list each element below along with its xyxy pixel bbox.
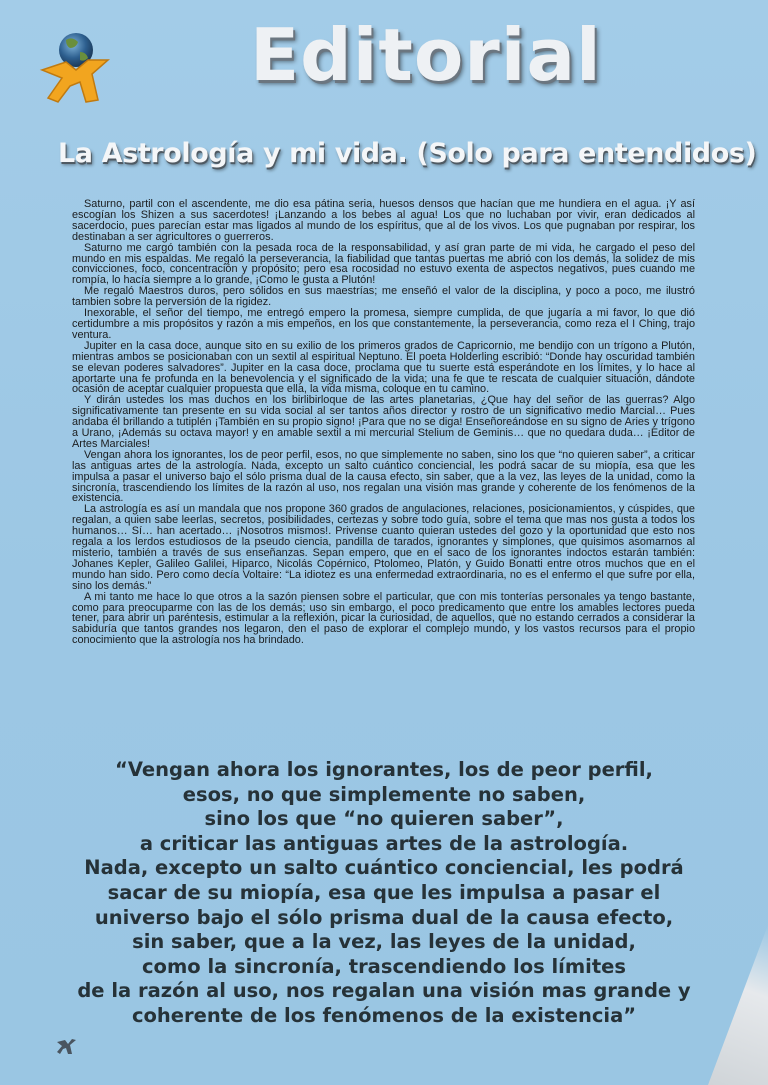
article-paragraph: Y dirán ustedes los mas duchos en los birlibirloque de las artes planetarias, ¿Que hay del señor de las guerras? Algo significativamente tan presente en su vida social al ser tantos años director y rostro de un significativo medio Marcial… Pues andaba él brillando a tutiplén ¡También en su propio signo! ¡Para que no se diga! Enseñoreándose en su signo de Aries y trígono a Urano, ¡Además su octava mayor! y en amable sextil a mi mercurial Stelium de Geminis… que no quedara duda… ¡Editor de Artes Marciales! <box>72 394 695 450</box>
figure-mark-icon <box>55 1036 77 1056</box>
article-paragraph: La astrología es así un mandala que nos propone 360 grados de angulaciones, relaciones, posicionamientos, y cúspides, que regalan, a quien sabe leerlas, secretos, posibilidades, certezas y sobre todo guía, sobre el tema que mas nos gusta a todos los humanos… Sí… han acertado… ¡Nosotros mismos!. Privense cuanto quieran ustedes del gozo y la oportunidad que esto nos regala a los lerdos estudiosos de la pseudo ciencia, pandilla de tarados, ignorantes y simplones, que quisimos asomarnos al misterio, también a través de sus enseñanzas. Sepan empero, que en el saco de los ignorantes indoctos estarán también: Johanes Kepler, Galileo Galilei, Hiparco, Nicolás Copérnico, Ptolomeo, Platón, y Guido Bonatti entre otros muchos que en el mundo han sido. Pero como decía Voltaire: “La idiotez es una enfermedad extraordinaria, no es el enfermo el que sufre por ella, sino los demás.” <box>72 503 695 592</box>
pull-quote-line: como la sincronía, trascendiendo los límites <box>141 954 627 978</box>
pull-quote-line: a criticar las antiguas artes de la astrología. <box>139 831 629 855</box>
article-body <box>72 199 695 646</box>
article-headline: La Astrología y mi vida. (Solo para entendidos) <box>58 138 757 169</box>
article-paragraph: Inexorable, el señor del tiempo, me entregó empero la promesa, siempre cumplida, de que jugaría a mi favor, lo que dió certidumbre a mis propósitos y razón a mis empeños, en los que constantemente, la perseverancia, como reza el I Ching, trajo ventura. <box>72 307 695 341</box>
pull-quote-line: sacar de su miopía, esa que les impulsa a pasar el <box>107 880 661 904</box>
pull-quote-line: universo bajo el sólo prisma dual de la causa efecto, <box>94 905 674 929</box>
article-paragraph: Jupiter en la casa doce, aunque sito en su exilio de los primeros grados de Capricornio, me bendijo con un trígono a Plutón, mientras ambos se posicionaban con un sextil al espiritual Neptuno. El poeta Holderling escribió: “Donde hay oscuridad también se elevan poderes salvadores”. Jupiter en la casa doce, proclama que tu suerte está esperándote en los límites, y lo hace al aportarte una fe profunda en la benevolencia y el significado de la vida; una fe que te rescata de cualquier situación, dándote ocasión de aceptar cualquier propuesta que ella, la vida misma, coloque en tu camino. <box>72 339 695 396</box>
pull-quote-line: Nada, excepto un salto cuántico conciencial, les podrá <box>84 856 684 880</box>
pull-quote-line: esos, no que simplemente no saben, <box>182 782 586 806</box>
pull-quote-line: de la razón al uso, nos regalan una visión mas grande y <box>77 979 691 1003</box>
masthead-title: Editorial <box>250 13 602 97</box>
pull-quote-line: coherente de los fenómenos de la existencia” <box>131 1003 637 1027</box>
pull-quote-line: sin saber, que a la vez, las leyes de la unidad, <box>132 930 636 954</box>
globe-figure-logo-icon <box>36 30 116 105</box>
pull-quote <box>60 758 708 1029</box>
article-paragraph: Me regaló Maestros duros, pero sólidos en sus maestrías; me enseñó el valor de la disciplina, y poco a poco, me ilustró tambien sobre la perversión de la rigidez. <box>72 285 695 309</box>
article-paragraph: Saturno, partil con el ascendente, me dio esa pátina seria, huesos densos que hacían que me hundiera en el agua. ¡Y así escogían los Shizen a sus sacerdotes! ¡Lanzando a los bebes al agua! Los que no luchaban por vivir, eran dedicados al sacerdocio, pues parecían estar mas ligados al mundo de los espíritus, que al de los vivos. Los que pugnaban por respirar, los destinaban a ser agricultores o guerreros. <box>72 198 695 243</box>
article-paragraph: Saturno me cargó también con la pesada roca de la responsabilidad, y así gran parte de mi vida, he cargado el peso del mundo en mis espaldas. Me regaló la perseverancia, la fiabilidad que tantas puertas me abrió con los demás, la solidez de mis convicciones, foco, concentración y propósito; pero esa rocosidad no estuvo exenta de aspectos negativos, pues cuando me rompía, lo hacía siempre a lo grande, ¡Como le gusta a Plutón! <box>72 241 695 287</box>
pull-quote-line: sino los que “no quieren saber”, <box>204 807 564 831</box>
article-paragraph: A mi tanto me hace lo que otros a la sazón piensen sobre el particular, que con mis tonterías personales ya tengo bastante, como para preocuparme con las de los demás; uso sin embargo, el poco predicamento que entre los amables lectores pueda tener, para abrir un paréntesis, estimular a la reflexión, picar la curiosidad, de aquellos, que no estando cerrados a considerar la sabiduría que tantos grandes nos legaron, den el paso de explorar el complejo mundo, y los vastos recursos para el propio conocimiento que la astrología nos ha brindado. <box>72 590 695 647</box>
pull-quote-line: “Vengan ahora los ignorantes, los de peor perfil, <box>115 758 653 781</box>
article-paragraph: Vengan ahora los ignorantes, los de peor perfil, esos, no que simplemente no saben, sino los que “no quieren saber”, a criticar las antiguas artes de la astrología. Nada, excepto un salto cuántico conciencial, les podrá sacar de su miopía, esa que les impulsa a pasar el universo bajo el sólo prisma dual de la causa efecto, sin saber, que a la vez, las leyes de la unidad, como la sincronía, trascendiendo los límites de la razón al uso, nos regalan una visión mas grande y coherente de los fenómenos de la existencia. <box>72 448 695 505</box>
